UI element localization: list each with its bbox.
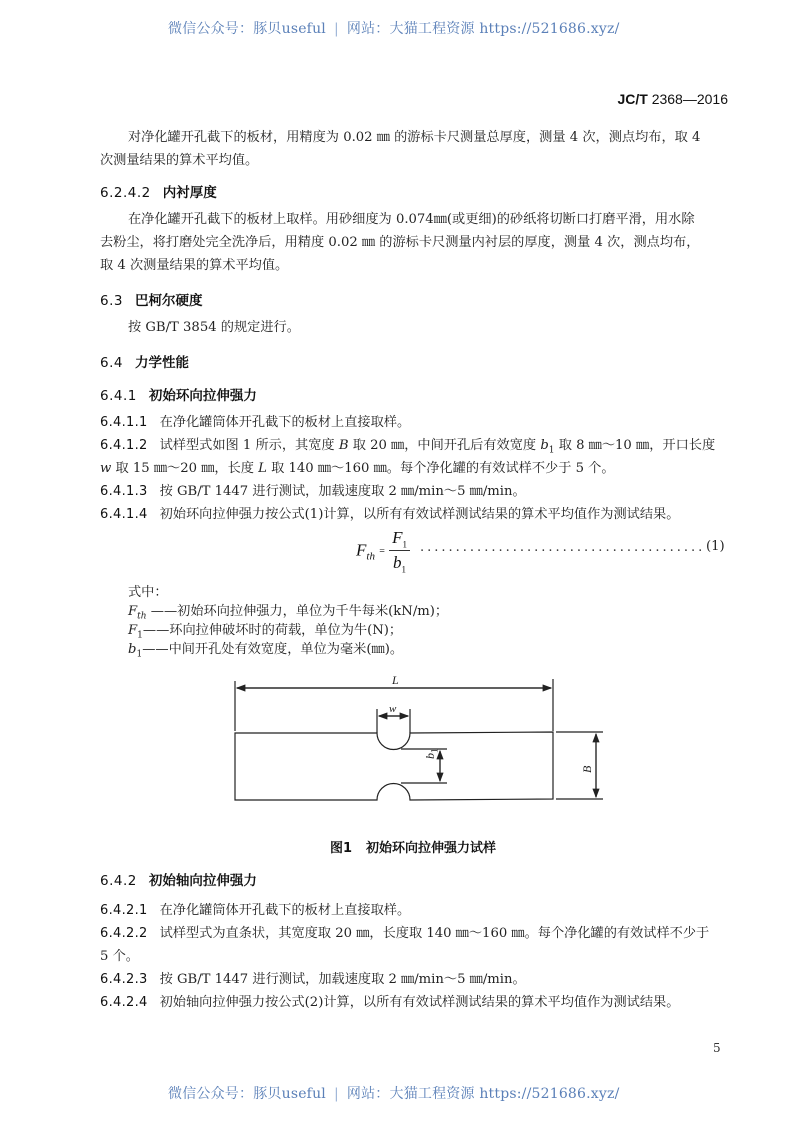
where-symbol-sub: th bbox=[137, 611, 147, 622]
var-w: w bbox=[100, 461, 112, 476]
paragraph-total-thickness-line1: 对净化罐开孔截下的板材，用精度为 0.02 ㎜ 的游标卡尺测量总厚度，测量 4 次，测点均布，取 4 bbox=[128, 130, 701, 145]
formula-lhs-sub: th bbox=[366, 550, 375, 563]
clause-text: 取 140 ㎜～160 ㎜。每个净化罐的有效试样不少于 5 个。 bbox=[266, 461, 615, 476]
figure-1-specimen-diagram bbox=[225, 665, 615, 815]
heading-6-3 bbox=[100, 289, 202, 309]
formula-label: (1) bbox=[706, 539, 725, 554]
formula-equals: = bbox=[379, 545, 385, 557]
standard-code-prefix: JC/T bbox=[617, 91, 648, 107]
formula-numerator bbox=[389, 528, 410, 551]
where-item-b1 bbox=[128, 639, 403, 666]
section-number: 6.4.2 bbox=[100, 873, 137, 889]
section-number: 6.4.1 bbox=[100, 388, 137, 404]
watermark-separator: | bbox=[333, 1086, 339, 1102]
clause-6-4-2-3 bbox=[100, 969, 526, 991]
clause-text: 取 15 ㎜～20 ㎜，长度 bbox=[111, 461, 259, 476]
denominator-sub: 1 bbox=[401, 564, 407, 575]
clause-text: 取 8 ㎜～10 ㎜，开口长度 bbox=[554, 438, 716, 453]
clause-number: 6.4.2.1 bbox=[100, 903, 148, 918]
clause-text: 按 GB/T 1447 进行测试，加载速度取 2 ㎜/min～5 ㎜/min。 bbox=[159, 484, 526, 499]
caption-title: 初始环向拉伸强力试样 bbox=[366, 841, 497, 856]
var-b-sub: 1 bbox=[548, 445, 555, 456]
paragraph-lining-line2: 去粉尘，将打磨处完全洗净后，用精度 0.02 ㎜ 的游标卡尺测量内衬层的厚度，测量 4 次，测点均布， bbox=[100, 235, 700, 250]
clause-text: 试样型式如图 1 所示，其宽度 bbox=[159, 438, 339, 453]
caption-number: 图1 bbox=[330, 841, 353, 856]
watermark-site: 网站：大猫工程资源 https://521686.xyz/ bbox=[346, 1086, 620, 1102]
clause-6-4-2-1 bbox=[100, 900, 410, 922]
formula-fraction bbox=[389, 528, 410, 575]
formula-1 bbox=[356, 528, 410, 575]
paragraph-lining-line1: 在净化罐开孔截下的板材上取样。用砂细度为 0.074㎜(或更细)的砂纸将切断口打磨平滑，用水除 bbox=[128, 212, 695, 227]
section-title: 巴柯尔硬度 bbox=[134, 293, 203, 309]
var-L: L bbox=[258, 461, 267, 476]
figure-label-L: L bbox=[392, 673, 399, 687]
clause-text: 试样型式为直条状，其宽度取 20 ㎜，长度取 140 ㎜～160 ㎜。每个净化罐的有效试样不少于 bbox=[159, 926, 710, 941]
clause-number: 6.4.1.4 bbox=[100, 507, 148, 522]
where-symbol: F bbox=[128, 604, 138, 619]
clause-number: 6.4.1.2 bbox=[100, 438, 148, 453]
figure-label-B: B bbox=[580, 765, 594, 773]
numerator-sub: 1 bbox=[402, 539, 407, 550]
clause-6-4-1-4 bbox=[100, 504, 679, 526]
watermark-site: 网站：大猫工程资源 https://521686.xyz/ bbox=[346, 21, 620, 37]
numerator-symbol: F bbox=[392, 528, 403, 547]
clause-number: 6.4.2.4 bbox=[100, 995, 148, 1010]
watermark-wechat: 微信公众号：豚贝useful bbox=[168, 1086, 326, 1102]
standard-code-number: 2368—2016 bbox=[651, 91, 728, 107]
clause-6-4-2-4 bbox=[100, 992, 679, 1014]
where-symbol-sub: 1 bbox=[137, 630, 143, 641]
section-title: 初始轴向拉伸强力 bbox=[148, 873, 257, 889]
where-symbol: F bbox=[128, 623, 138, 638]
heading-6-4-2 bbox=[100, 869, 257, 889]
clause-text: 按 GB/T 1447 进行测试，加载速度取 2 ㎜/min～5 ㎜/min。 bbox=[159, 972, 526, 987]
section-number: 6.4 bbox=[100, 355, 123, 371]
clause-6-4-2-2 bbox=[100, 923, 709, 945]
clause-6-4-1-2-cont bbox=[100, 458, 615, 480]
where-description: ——中间开孔处有效宽度，单位为毫米(㎜)。 bbox=[142, 642, 404, 657]
section-title: 力学性能 bbox=[134, 355, 189, 371]
watermark-separator: | bbox=[333, 21, 339, 37]
clause-text: 在净化罐筒体开孔截下的板材上直接取样。 bbox=[159, 903, 411, 918]
clause-number: 6.4.1.3 bbox=[100, 484, 148, 499]
formula-leader-dots: ........................................ bbox=[420, 540, 706, 555]
where-intro: 式中： bbox=[128, 585, 168, 600]
formula-lhs: F bbox=[356, 540, 367, 560]
heading-6-4 bbox=[100, 351, 189, 371]
clause-text: 初始轴向拉伸强力按公式(2)计算，以所有有效试样测试结果的算术平均值作为测试结果。 bbox=[159, 995, 680, 1010]
var-b: b bbox=[540, 438, 549, 453]
section-number: 6.3 bbox=[100, 293, 123, 309]
watermark-bottom bbox=[168, 1083, 620, 1103]
formula-denominator bbox=[389, 551, 410, 574]
b1-sub: 1 bbox=[429, 748, 440, 753]
denominator-symbol: b bbox=[393, 553, 402, 573]
section-number: 6.2.4.2 bbox=[100, 185, 151, 201]
where-symbol: b bbox=[128, 642, 137, 657]
heading-6-4-1 bbox=[100, 384, 257, 404]
figure-1-caption bbox=[330, 837, 496, 856]
where-description: ——初始环向拉伸强力，单位为千牛每米(kN/m)； bbox=[146, 604, 449, 619]
where-symbol-sub: 1 bbox=[136, 649, 143, 660]
clause-number: 6.4.1.1 bbox=[100, 415, 148, 430]
clause-number: 6.4.2.2 bbox=[100, 926, 148, 941]
watermark-top bbox=[168, 18, 620, 38]
clause-6-4-2-2-cont: 5 个。 bbox=[100, 949, 139, 964]
watermark-wechat: 微信公众号：豚贝useful bbox=[168, 21, 326, 37]
clause-number: 6.4.2.3 bbox=[100, 972, 148, 987]
clause-6-4-1-3 bbox=[100, 481, 526, 503]
clause-text: 初始环向拉伸强力按公式(1)计算，以所有有效试样测试结果的算术平均值作为测试结果。 bbox=[159, 507, 680, 522]
heading-6-2-4-2 bbox=[100, 181, 217, 201]
section-title: 内衬厚度 bbox=[162, 185, 217, 201]
clause-text: 在净化罐筒体开孔截下的板材上直接取样。 bbox=[159, 415, 411, 430]
b1-symbol: b bbox=[423, 753, 437, 759]
page-number: 5 bbox=[713, 1041, 721, 1055]
paragraph-lining-line3: 取 4 次测量结果的算术平均值。 bbox=[100, 258, 289, 273]
paragraph-barcol: 按 GB/T 3854 的规定进行。 bbox=[128, 320, 300, 335]
where-description: ——环向拉伸破坏时的荷载，单位为牛(N)； bbox=[142, 623, 403, 638]
paragraph-total-thickness-line2: 次测量结果的算术平均值。 bbox=[100, 153, 259, 168]
var-B: B bbox=[338, 438, 349, 453]
clause-6-4-1-1 bbox=[100, 412, 410, 434]
figure-label-b1 bbox=[423, 749, 439, 760]
section-title: 初始环向拉伸强力 bbox=[148, 388, 257, 404]
standard-code bbox=[617, 91, 728, 107]
figure-label-w: w bbox=[389, 703, 397, 715]
clause-text: 取 20 ㎜，中间开孔后有效宽度 bbox=[348, 438, 541, 453]
